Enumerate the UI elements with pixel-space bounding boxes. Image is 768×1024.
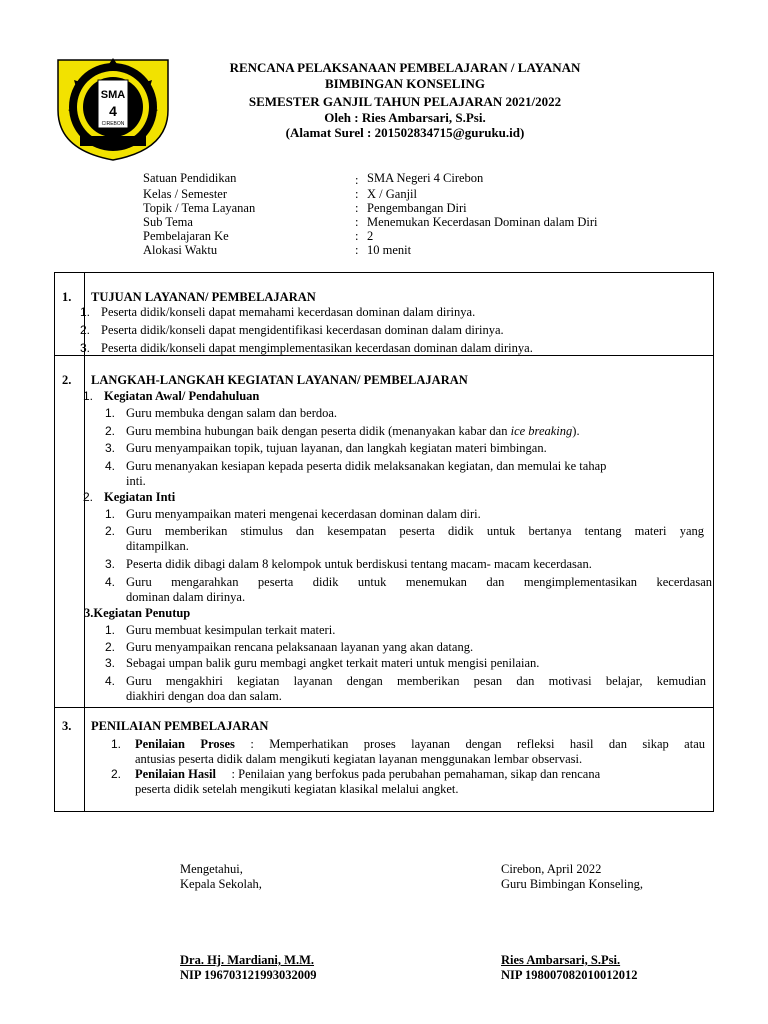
sig-left-line2: Kepala Sekolah, [180, 877, 262, 891]
list-item [126, 424, 580, 439]
list-item: Guru menyampaikan topik, tujuan layanan, dan langkah kegiatan materi bimbingan. [126, 441, 547, 455]
doc-semester: SEMESTER GANJIL TAHUN PELAJARAN 2021/2022 [248, 94, 562, 109]
list-number: 4. [105, 459, 116, 473]
list-number: 2. [111, 767, 122, 781]
list-item: Sebagai umpan balik guru membagi angket terkait materi untuk mengisi penilaian. [126, 656, 540, 670]
list-item [135, 767, 600, 782]
sig-left-name: Dra. Hj. Mardiani, M.M. [180, 953, 315, 967]
list-number: 1. [105, 623, 116, 637]
section-tujuan [54, 272, 714, 356]
sig-left-line1: Mengetahui, [180, 862, 243, 876]
doc-email: (Alamat Surel : 201502834715@guruku.id) [285, 125, 525, 140]
list-item-text: : Penilaian yang berfokus pada perubahan pemahaman, sikap dan rencana [215, 767, 601, 781]
sig-right-name: Ries Ambarsari, S.Psi. [501, 953, 621, 967]
list-item: Guru membuat kesimpulan terkait materi. [126, 623, 336, 637]
identity-row [143, 229, 703, 243]
logo-text-4: 4 [109, 103, 117, 119]
identity-key: Kelas / Semester [143, 187, 228, 201]
list-item-text: Guru membina hubungan baik dengan peserta didik (menanyakan kabar dan [126, 424, 511, 438]
list-number: 3. [80, 341, 91, 355]
doc-title-line2: BIMBINGAN KONSELING [325, 76, 485, 91]
identity-row [143, 243, 703, 257]
doc-title-line1: RENCANA PELAKSANAAN PEMBELAJARAN / LAYANAN [229, 60, 581, 75]
list-item-tail: ). [572, 424, 580, 438]
section-number: 1. [62, 290, 72, 304]
list-item: Guru membuka dengan salam dan berdoa. [126, 406, 338, 420]
identity-value: SMA Negeri 4 Cirebon [367, 171, 484, 185]
list-number: 4. [105, 674, 116, 688]
sig-right-line1: Cirebon, April 2022 [501, 862, 602, 876]
identity-sep: : [355, 229, 359, 243]
column-divider [84, 708, 85, 811]
identity-sep: : [355, 173, 359, 187]
identity-key: Sub Tema [143, 215, 193, 229]
identity-key: Topik / Tema Layanan [143, 201, 256, 215]
list-item-label: Penilaian Hasil [135, 767, 216, 781]
list-item-text: : Memperhatikan proses layanan dengan refleksi hasil dan sikap atau [234, 737, 705, 751]
identity-value: Menemukan Kecerdasan Dominan dalam Diri [367, 215, 598, 229]
list-item-continued: diakhiri dengan doa dan salam. [126, 689, 282, 703]
list-number: 1. [80, 305, 91, 319]
list-item: Guru mengakhiri kegiatan layanan dengan memberikan pesan dan motivasi belajar, kemudian [126, 674, 706, 688]
list-item: Guru menyampaikan rencana pelaksanaan layanan yang akan datang. [126, 640, 474, 654]
identity-key: Satuan Pendidikan [143, 171, 237, 185]
list-number: 3. [105, 557, 116, 571]
doc-author: Oleh : Ries Ambarsari, S.Psi. [324, 110, 486, 125]
list-number: 2. [105, 524, 116, 538]
section-number: 2. [62, 373, 72, 387]
section-penilaian [54, 707, 714, 812]
identity-value: 2 [367, 229, 374, 243]
list-item-continued: antusias peserta didik dalam mengikuti kegiatan layanan menggunakan lembar observasi. [135, 752, 583, 766]
sig-right-nip: NIP 198007082010012012 [501, 968, 638, 982]
identity-row [143, 215, 703, 229]
column-divider [84, 356, 85, 707]
identity-key: Pembelajaran Ke [143, 229, 229, 243]
sig-left-nip: NIP 196703121993032009 [180, 968, 317, 982]
list-item-continued: inti. [126, 474, 146, 488]
identity-value: Pengembangan Diri [367, 201, 467, 215]
list-item: Guru mengarahkan peserta didik untuk menemukan dan mengimplementasikan kecerdasan [126, 575, 712, 589]
list-number: 2. [105, 640, 116, 654]
sub-number: 2. [83, 490, 94, 504]
list-item: Peserta didik dibagi dalam 8 kelompok untuk berdiskusi tentang macam- macam kecerdasan. [126, 557, 592, 571]
list-item: Guru memberikan stimulus dan kesempatan peserta didik untuk bertanya tentang materi yang [126, 524, 704, 538]
list-number: 2. [80, 323, 91, 337]
sub-title: Kegiatan Awal/ Pendahuluan [104, 389, 260, 403]
list-number: 3. [105, 656, 116, 670]
section-langkah [54, 355, 714, 708]
list-number: 2. [105, 424, 116, 438]
identity-row [143, 201, 703, 215]
list-item: Guru menyampaikan materi mengenai kecerdasan dominan dalam diri. [126, 507, 481, 521]
identity-row [143, 187, 703, 201]
list-item: Guru menanyakan kesiapan kepada peserta didik melaksanakan kegiatan, dan memulai ke tahap [126, 459, 607, 473]
identity-value: 10 menit [367, 243, 412, 257]
section-number: 3. [62, 719, 72, 733]
section-title: TUJUAN LAYANAN/ PEMBELAJARAN [91, 290, 316, 304]
list-number: 3. [105, 441, 116, 455]
section-title: LANGKAH-LANGKAH KEGIATAN LAYANAN/ PEMBELAJARAN [91, 373, 468, 387]
section-title: PENILAIAN PEMBELAJARAN [91, 719, 269, 733]
list-number: 1. [111, 737, 122, 751]
identity-sep: : [355, 201, 359, 215]
identity-key: Alokasi Waktu [143, 243, 218, 257]
list-item-emphasis: ice breaking [510, 424, 573, 438]
list-item-continued: peserta didik setelah mengikuti kegiatan klasikal melalui angket. [135, 782, 459, 796]
list-number: 4. [105, 575, 116, 589]
list-item: Peserta didik/konseli dapat mengidentifikasi kecerdasan dominan dalam dirinya. [101, 323, 504, 337]
sig-right-line2: Guru Bimbingan Konseling, [501, 877, 644, 891]
identity-value: X / Ganjil [367, 187, 417, 201]
sub-title: Kegiatan Inti [104, 490, 176, 504]
identity-sep: : [355, 187, 359, 201]
identity-sep: : [355, 215, 359, 229]
logo-text-sma: SMA [100, 89, 126, 101]
list-item: Peserta didik/konseli dapat mengimplementasikan kecerdasan dominan dalam dirinya. [101, 341, 533, 355]
list-item-continued: dominan dalam dirinya. [126, 590, 246, 604]
sub-number: 1. [83, 389, 94, 403]
list-item [135, 737, 705, 752]
list-number: 1. [105, 507, 116, 521]
identity-row [143, 171, 703, 185]
list-item-continued: ditampilkan. [126, 539, 189, 553]
logo-text-city: CIREBON [101, 121, 125, 127]
identity-sep: : [355, 243, 359, 257]
list-item: Peserta didik/konseli dapat memahami kecerdasan dominan dalam dirinya. [101, 305, 476, 319]
list-item-label: Penilaian Proses [135, 737, 235, 751]
sub-title: 3.Kegiatan Penutup [84, 606, 191, 620]
list-number: 1. [105, 406, 116, 420]
